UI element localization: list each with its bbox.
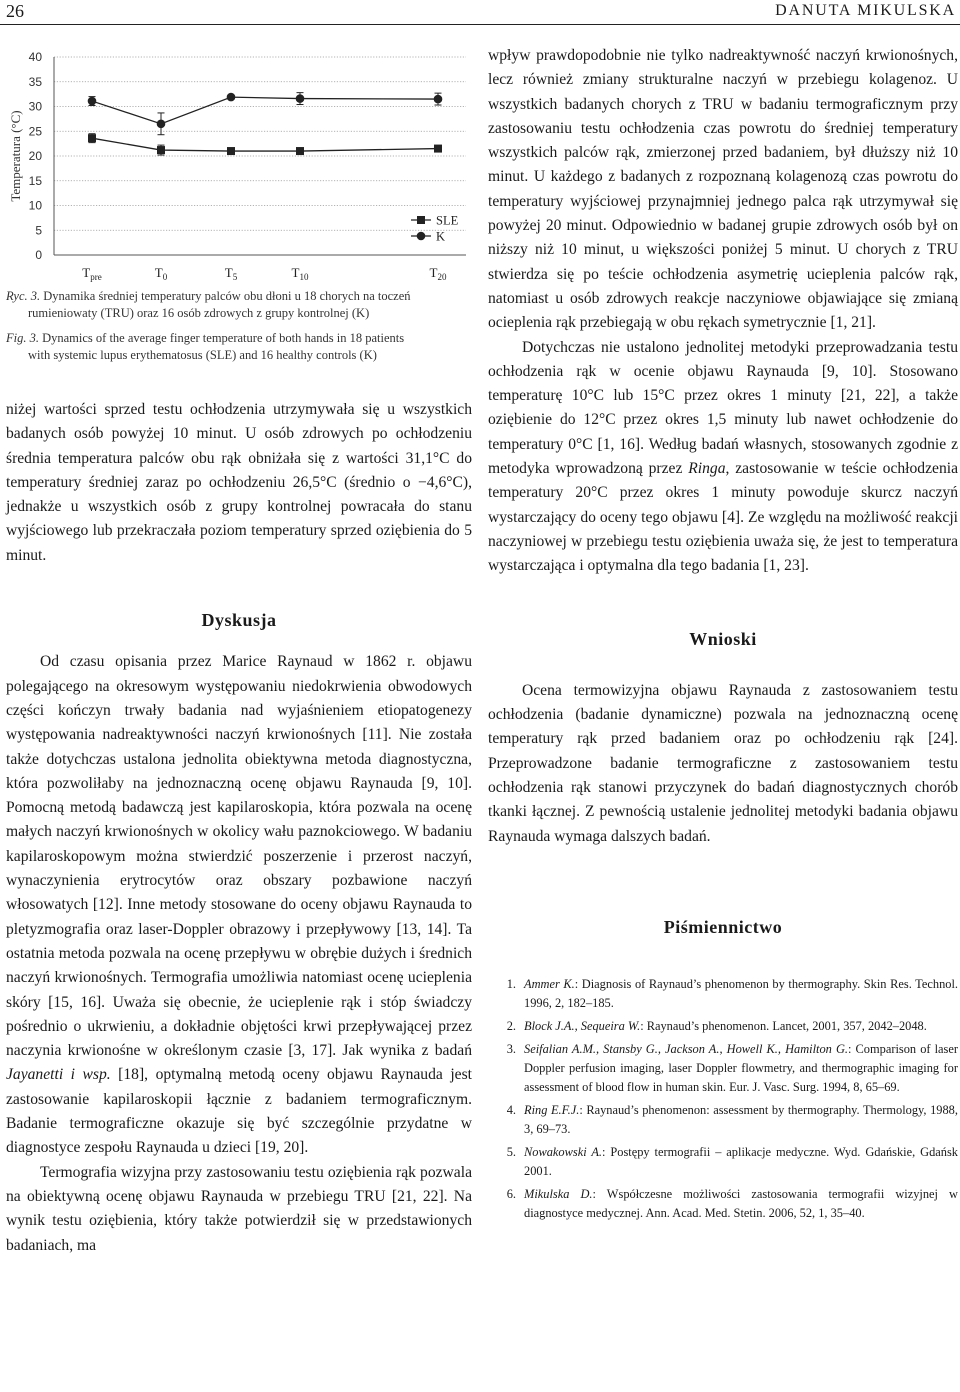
- caption-pl-label: Ryc. 3.: [6, 289, 41, 303]
- reference-text: [524, 1101, 958, 1139]
- x-tick-main: T: [224, 265, 233, 280]
- paragraph: [488, 336, 958, 579]
- reference-authors: Ammer K.: [524, 977, 575, 992]
- reference-authors: Mikulska D.: [524, 1187, 593, 1202]
- reference-number: 2.: [506, 1019, 516, 1034]
- y-tick-label: 5: [35, 223, 42, 238]
- x-tick-label: [82, 265, 101, 282]
- reference-text: [524, 1040, 958, 1097]
- x-tick-main: T: [291, 265, 300, 280]
- reference-item: [488, 1143, 958, 1181]
- paragraph: wpływ prawdopodobnie nie tylko nadreaktywność naczyń krwionośnych, lecz również zmiany strukturalne naczyń w przebiegu kolagenoz. U wszystkich badanych chorych z TRU w badaniu termograficznym przy zastosowaniu testu ochłodzenia czas powrotu do średniej temperatury wszystkich palców rąk, zmierzonej przed badaniem, był dłuższy niż 10 minut. U każdego z badanych z rozpoznaną kolagenozą czas powrotu do temperatury wyjściowej przynajmniej jednego palca rąk utrzymywał się powyżej 20 minut. Odpowiednio w badanej grupie zdrowych osób był on niższy niż 10 minut, u większości poniżej 5 minut. U chorych z TRU stwierdza się po teście ochłodzenia asymetrię ucieplenia palców rąk, natomiast u osób zdrowych reakcje naczyniowe objawiające się zmianą ocieplenia rąk przebiegają w obu rękach symetrycznie [1, 21].: [488, 47, 958, 332]
- reference-item: [488, 1017, 958, 1036]
- data-point-k: [227, 93, 236, 102]
- legend-label: SLE: [436, 213, 459, 228]
- x-tick-sub: 10: [299, 272, 309, 282]
- reference-text: [524, 1017, 958, 1036]
- data-point-sle: [296, 147, 304, 155]
- caption-en-line2: with systemic lupus erythematosus (SLE) and 16 healthy controls (K): [28, 348, 377, 362]
- reference-list: [488, 975, 958, 1223]
- reference-number: 6.: [506, 1187, 516, 1202]
- paragraph-italic: Ringa: [688, 460, 726, 478]
- data-point-sle: [157, 146, 165, 154]
- paragraph: niżej wartości sprzed testu ochłodzenia utrzymywała się u wszystkich badanych osób powyżej 10 minut. U osób zdrowych po ochłodzeniu średnia temperatura palców obu rąk obniżała się z wartości 31,1°C do temperatury średniej zaraz po ochłodzeniu 26,5°C (średnio o −4,6°C), jednakże u wszystkich osób z grupy kontrolnej powracała do stanu wyjściowego lub przekraczała poziom temperatury sprzed oziębienia do 5 minut.: [6, 401, 472, 564]
- y-tick-label: 40: [28, 50, 42, 64]
- series-line-sle: [92, 138, 438, 151]
- paragraph: [6, 650, 472, 1160]
- caption-en-label: Fig. 3.: [6, 331, 39, 345]
- y-axis-label: Temperatura (°C): [8, 110, 23, 202]
- x-tick-label: [155, 265, 168, 282]
- reference-details: : Raynaud’s phenomenon. Lancet, 2001, 357, 2042–2048.: [640, 1019, 927, 1034]
- reference-item: [488, 1185, 958, 1223]
- data-point-sle: [227, 147, 235, 155]
- reference-authors: Nowakowski A.: [524, 1145, 603, 1160]
- reference-text: [524, 1143, 958, 1181]
- reference-number: 5.: [506, 1145, 516, 1160]
- caption-en: [6, 330, 472, 364]
- reference-number: 3.: [506, 1042, 516, 1057]
- paragraph: Ocena termowizyjna objawu Raynauda z zastosowaniem testu ochłodzenia (badanie dynamiczne) pozwala na jednoznaczną ocenę temperatury rąk przed badaniem oraz po ochłodzeniu rąk [24]. Przeprowadzone badanie termograficzne z zastosowaniem testu ochłodzenia rąk stanowi przyczynek do badań diagnostycznych chorób tkanki łącznej. Z pewnością ustalenie jednolitej metodyki badania objawu Raynauda wymaga dalszych badań.: [488, 681, 958, 845]
- section-heading-references: Piśmiennictwo: [663, 916, 783, 937]
- paragraph-italic: Jayanetti i wsp.: [6, 1066, 111, 1084]
- x-tick-main: T: [154, 265, 163, 280]
- paragraph-text: Od czasu opisania przez Marice Raynaud w 1862 r. objawu polegającego na okresowym występowaniu niedokrwienia obwodowych części kończyn trwały badania nad wyjaśnieniem etiopatogenezy występowania nadreaktywności naczyń krwionośnych [11]. Nie została także dotychczas ustalona jednolita obiektywna metoda diagnostyczna, która pozwoliłaby na jednoznaczną ocenę objawu Raynauda [9, 10]. Pomocną metodą badawczą jest kapilaroskopia, która pozwala na ocenę małych naczyń krwionośnych w okolicy wału paznokciowego. W badaniu kapilaroskopowym można stwierdzić poszerzenie i przerost naczyń, wynaczynienia erytrocytów oraz obszary pozbawione naczyń włosowatych [12]. Inne metody stosowane do oceny objawu Raynauda to pletyzmografia oraz laser-Doppler obrazowy i przepływowy [13, 14]. Ta ostatnia metoda pozwala na ocenę przepływu w obrębie dużych i średnich naczyń krwionośnych. Termografia umożliwia natomiast ocenę ucieplenia skóry [15, 16]. Uważa się obecnie, że ucieplenie rąk i stóp świadczy pośrednio o ukrwieniu, a dokładnie objętości krwi przepływającej przez naczynia krwionośne w określonym czasie [3, 17]. Jak wynika z badań: [6, 653, 472, 1060]
- y-tick-label: 0: [35, 248, 42, 262]
- reference-details: : Postępy termografii – aplikacje medyczne. Wyd. Gdańskie, Gdańsk 2001.: [524, 1145, 958, 1179]
- reference-item: [488, 1040, 958, 1097]
- x-tick-sub: 5: [232, 272, 238, 282]
- paragraph-text: [18], optymalną metodą oceny objawu Raynauda jest zastosowanie kapilaroskopii łącznie z badaniem termograficznym. Badanie termograficzne okazuje się być szczególnie przydatne w diagnostyce zespołu Raynauda u dzieci [19, 20].: [6, 1066, 472, 1157]
- data-point-k: [88, 97, 97, 106]
- reference-authors: Block J.A., Sequeira W.: [524, 1019, 641, 1034]
- x-tick-label: [225, 265, 238, 282]
- data-point-k: [296, 94, 305, 103]
- paragraph-text: Dotychczas nie ustalono jednolitej metodyki przeprowadzania testu ochłodzenia rąk w ocenie objawu Raynauda [9, 10]. Stosowano temperaturę 10°C lub 15°C przez okres 1 minuty [21, 22], a także oziębienie do 12°C przez okres 1,5 minuty lub nawet ochłodzenie do temperatury 0°C [1, 16]. Według badań własnych, stosowanych zgodnie z metodyka wprowadzoną przez: [488, 338, 958, 478]
- x-tick-main: T: [82, 265, 91, 280]
- y-tick-label: 25: [28, 124, 42, 139]
- section-heading-discussion: Dyskusja: [201, 610, 277, 631]
- x-tick-sub: 0: [162, 272, 168, 282]
- x-tick-sub: pre: [90, 272, 102, 282]
- page-number: 26: [6, 1, 24, 21]
- y-tick-label: 10: [28, 198, 42, 213]
- left-column: [6, 40, 472, 1258]
- header-rule: [0, 24, 960, 25]
- x-tick-label: [292, 265, 309, 282]
- section-heading-conclusions: Wnioski: [689, 628, 757, 649]
- caption-pl-line1: Dynamika średniej temperatury palców obu dłoni u 18 chorych na toczeń: [43, 289, 411, 303]
- reference-details: : Comparison of laser Doppler perfusion imaging, laser Doppler flowmetry, and thermographic imaging for assessment of blood flow in human skin. Eur. J. Vasc. Surg. 1994, 8, 65–69.: [524, 1042, 958, 1095]
- caption-pl-line2: rumieniowaty (TRU) oraz 16 osób zdrowych z grupy kontrolnej (K): [28, 306, 370, 320]
- reference-authors: Seifalian A.M., Stansby G., Jackson A., Howell K., Hamilton G.: [524, 1042, 849, 1057]
- data-point-sle: [88, 134, 96, 142]
- series-line-k: [92, 97, 438, 124]
- temperature-chart: [6, 40, 472, 284]
- reference-number: 4.: [506, 1103, 516, 1118]
- y-tick-label: 35: [28, 74, 42, 89]
- running-author: DANUTA MIKULSKA: [775, 2, 956, 19]
- y-tick-label: 15: [28, 173, 42, 188]
- caption-pl: [6, 288, 472, 322]
- reference-details: : Współczesne możliwości zastosowania termografii wizyjnej w diagnostyce medycznej. Ann. Acad. Med. Stetin. 2006, 52, 1, 35–40.: [524, 1187, 958, 1221]
- reference-item: [488, 975, 958, 1013]
- paragraph-text: , zastosowanie w teście ochłodzenia temperatury 20°C przez okres 1 minuty powoduje skurcz naczyń wystarczający do oceny tego objawu [4]. Ze względu na możliwość reakcji naczyniowej w przebiegu testu oziębienia uważa się, że jest to temperatura wystarczająca i optymalna dla tego badania [1, 23].: [488, 460, 959, 575]
- reference-details: : Diagnosis of Raynaud’s phenomenon by thermography. Skin Res. Technol. 1996, 2, 182–185.: [524, 977, 958, 1011]
- right-column: [488, 44, 958, 1227]
- running-header: [0, 0, 960, 26]
- y-tick-label: 20: [28, 149, 42, 163]
- paragraph: Termografia wizyjna przy zastosowaniu testu oziębienia rąk pozwala na obiektywną ocenę objawu Raynauda w przebiegu TRU [21, 22]. Na wynik testu oziębienia, który także potwierdził się w przedstawionych badaniach, ma: [6, 1163, 472, 1254]
- reference-details: : Raynaud’s phenomenon: assessment by thermography. Thermology, 1988, 3, 69–73.: [524, 1103, 958, 1137]
- y-tick-label: 30: [28, 99, 42, 114]
- reference-text: [524, 1185, 958, 1223]
- x-tick-sub: 20: [437, 272, 447, 282]
- legend-marker: [417, 216, 425, 224]
- reference-number: 1.: [506, 977, 516, 992]
- reference-item: [488, 1101, 958, 1139]
- data-point-k: [157, 120, 166, 129]
- reference-authors: Ring E.F.J.: [524, 1103, 580, 1118]
- legend-marker: [417, 232, 426, 241]
- data-point-sle: [434, 145, 442, 153]
- caption-en-line1: Dynamics of the average finger temperature of both hands in 18 patients: [42, 331, 405, 345]
- legend-label: K: [436, 229, 446, 244]
- reference-text: [524, 975, 958, 1013]
- x-tick-main: T: [429, 265, 438, 280]
- data-point-k: [434, 95, 443, 104]
- x-tick-label: [430, 265, 447, 282]
